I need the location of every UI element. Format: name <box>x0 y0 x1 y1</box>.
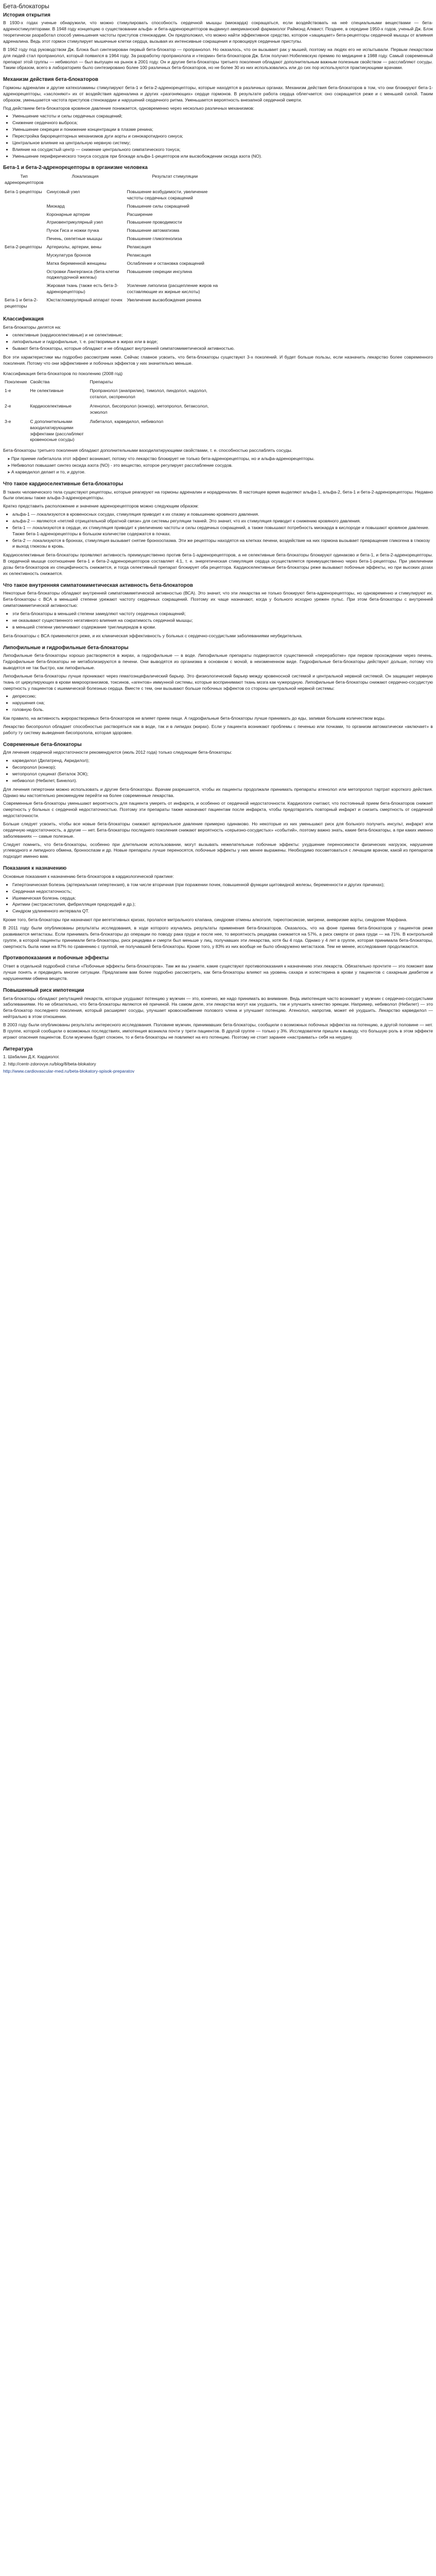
table-cell: Артериолы, артерии, вены <box>46 244 101 249</box>
table-cell: Кардиоселективные <box>30 403 72 409</box>
table-row <box>3 202 224 211</box>
table-cell: Лабеталол, карведилол, небиволол <box>90 418 164 424</box>
table-cell <box>3 282 45 296</box>
list-item: • бета-1 — локализуются в сердце, их стимуляция приводит к увеличению частоты и силы сердечных сокращений, а также повышают потребность миокарда в кислороде и повышают кровяное давление. Также бета-1-адренорецепторы в большом количестве содержатся в почках. <box>12 525 433 537</box>
table-cell: Бета-1 и бета-2-рецепторы <box>5 297 38 309</box>
list-item: ➤ А карведилол делает и то, и другое. <box>7 469 433 476</box>
table-cell: Повышение возбудимости, увеличение частоты сердечных сокращений <box>127 189 208 200</box>
section-cardioselective-heading: Что такое кардиоселективные бета-блокаторы <box>3 481 124 487</box>
vasodilator-list <box>3 456 433 476</box>
table-row <box>3 243 224 251</box>
paragraph: Следует помнить, что бета-блокаторы, особенно при длительном использовании, могут вызывать нежелательные побочные эффекты: ухудшение переносимости физических нагрузок, нарушение углеводного и липидного обмена, бронхоспазм и др. Новые препараты лучше переносятся, побочные эффекты у них менее выражены. Необходимо посоветоваться с лечащим врачом, какой из препаратов подходит именно вам. <box>3 841 433 859</box>
list-item: • альфа-1 — локализуются в кровеносных сосудах, стимуляция приводит к их спазму и повышению кровяного давления. <box>12 512 433 518</box>
table-cell: Повышение силы сокращений <box>127 203 189 209</box>
table-cell <box>3 227 45 235</box>
table-cell: Бета-1-рецепторы <box>5 189 42 194</box>
paragraph: Все эти характеристики мы подробно рассмотрим ниже. Сейчас главное усвоить, что бета-блокаторы существуют 3-х поколений. И будет больше пользы, если назначить лекарство более современного поколения. Потому что они эффективнее и побочных эффектов у них значительно меньше. <box>3 354 433 366</box>
table-cell <box>3 218 45 227</box>
list-item: • Уменьшение частоты и силы сердечных сокращений; <box>12 113 433 120</box>
paragraph: Под действием бета-блокаторов кровяное давление понижается, одновременно через несколько различных механизмов: <box>3 105 254 111</box>
list-item: • метопролол сукцинат (Беталок ЗОК); <box>12 771 433 777</box>
table-cell <box>3 202 45 211</box>
table-row <box>3 386 224 402</box>
paragraph: Лекарство бисопролол обладает способностью растворяться как в воде, так и в липидах (жирах). Если у пациента возникают проблемы с печенью или почками, то организм автоматически «включает» в работу ту систему выведения бисопролола, которая здоровее. <box>3 723 433 735</box>
section-isa-heading: Что такое внутренняя симпатомиметическая активность бета-блокаторов <box>3 582 193 588</box>
generations-table <box>3 379 224 445</box>
section-lipophilic-heading: Липофильные и гидрофильные бета-блокаторы <box>3 645 129 651</box>
list-item: • альфа-2 — являются «петлей отрицательной обратной связи» для системы регуляции тканей. Это значит, что их стимуляция приводит к снижению кровяного давления. <box>12 518 433 524</box>
page-title: Бета-блокаторы <box>3 3 49 10</box>
table-cell: Ослабление и остановка сокращений <box>127 260 204 266</box>
section-literature-heading: Литература <box>3 1046 33 1052</box>
table-cell: Увеличение высвобождения ренина <box>127 297 201 303</box>
paragraph: Для лечения гипертонии можно использовать и другие бета-блокаторы. Врачам разрешается, чтобы их пациенты продолжали принимать препараты атенолол или метопролол тартрат короткого действия. Однако мы настоятельно рекомендуем перейти на более современные лекарства. <box>3 786 433 798</box>
section-receptors-heading: Бета-1 и бета-2-адренорецепторы в организме человека <box>3 165 148 171</box>
table-cell: Синусовый узел <box>46 189 80 194</box>
section-contraindications-heading: Противопоказания и побочные эффекты <box>3 955 109 961</box>
table-cell: Мускулатура бронхов <box>46 252 91 258</box>
paragraph: Некоторые бета-блокаторы обладают внутренней симпатомиметической активностью (ВСА). Это значит, что эти лекарства не только блокируют бета-адренорецепторы, но одновременно и стимулируют их. Бета-блокаторы с ВСА в меньшей степени урежают частоту сердечных сокращений. Поэтому их чаще назначают, когда у больного исходно урежен пульс. При этом бета-блокаторы с внутренней симпатомиметической активностью: <box>3 590 433 608</box>
section-history-heading: История открытия <box>3 12 50 18</box>
list-item: ➤ При приеме лабеталола этот эффект возникает, потому что лекарство блокирует не только бета-адренорецепторы, но и альфа-адренорецепторы. <box>7 456 433 462</box>
table-cell: Бета-2-рецепторы <box>5 244 42 249</box>
column-header: Препараты <box>90 379 113 384</box>
list-item: • Перестройка барорецепторных механизмов дуги аорты и синокаротидного синуса; <box>12 133 433 140</box>
table-cell: Печень, скелетные мышцы <box>46 236 102 242</box>
table-cell <box>3 211 45 219</box>
table-row <box>3 268 224 282</box>
paragraph: Современные бета-блокаторы уменьшают вероятность для пациента умереть от инфаркта, и особенно от сердечной недостаточности. Кардиологи считают, что постоянный прием бета-блокаторов снижает смертность у больных с сердечной недостаточностью. Поэтому эти препараты также назначают пациентам после инфаркта, чтобы предотвратить повторный инфаркт и снизить смертность от сердечной недостаточности. <box>3 801 433 819</box>
table-cell: 1-е <box>5 388 11 394</box>
classification-list <box>3 332 433 352</box>
section-mechanism-heading: Механизм действия бета-блокаторов <box>3 77 98 83</box>
table-cell: Атриовентрикулярный узел <box>46 219 103 225</box>
table-row <box>3 227 224 235</box>
paragraph: Бета-блокаторы обладают репутацией лекарств, которые ухудшают потенцию у мужчин — это, конечно, же надо принимать во внимание. Ведь импотенция часто возникает у мужчин с сердечно-сосудистыми заболеваниями. Но не обязательно, что бета-блокаторы являются её причиной. На самом деле, эти лекарства могут как ухудшить, так и улучшить качество эрекции. Например, небиволол (Небилет) — это бета-блокатор последнего поколения, который расширяет сосуды, улучшает кровоснабжение полового члена и улучшает потенцию. Атенолол, напротив, может её ухудшить. Лекарство карведилол — нейтрально в этом отношении. <box>3 995 433 1020</box>
list-item: • бывают бета-блокаторы, которые обладают и не обладают внутренней симпатомиметической активностью. <box>12 346 433 352</box>
table-row <box>3 282 224 296</box>
table-cell: Миокард <box>46 203 65 209</box>
isa-list <box>3 611 433 631</box>
paragraph: Липофильные бета-блокаторы хорошо растворяются в жирах, а гидрофильные — в воде. Липофильные препараты подвергаются существенной «переработке» при первом прохождении через печень. Гидрофильные бета-блокаторы не метаболизируются в печени. Они выводятся из организма в основном с мочой, в неизмененном виде. Гидрофильные бета-блокаторы действуют дольше, потому что выводятся не так быстро, как липофильные. <box>3 653 433 671</box>
table-cell: Повышение проводимости <box>127 219 182 225</box>
list-item: • Гипертоническая болезнь (артериальная гипертензия), в том числе вторичная (при поражении почек, повышенной функции щитовидной железы, беременности и других причинах); <box>12 882 433 888</box>
list-item: • эти бета-блокаторы в меньшей степени замедляют частоту сердечных сокращений; <box>12 611 433 617</box>
table-cell: Релаксация <box>127 244 151 249</box>
table-cell: Расширение <box>127 211 153 217</box>
table-cell: Релаксация <box>127 252 151 258</box>
table-cell: Жировая ткань (также есть бета-3-адренорецепторы) <box>46 283 118 295</box>
list-item: • Синдром удлиненного интервала QT. <box>12 908 433 914</box>
article <box>0 0 436 1081</box>
table-row <box>3 402 224 417</box>
modern-drugs-list <box>3 758 433 784</box>
paragraph: В 2011 году были опубликованы результаты исследования, в ходе которого изучались результаты применения бета-блокаторов. Оказалось, что на фоне приема бета-блокаторов у пациентов реже развиваются метастазы. Если принимать бета-блокаторы до операции по поводу рака груди и после нее, то вероятность рецидива снижается на 57%, а риск смерти от рака груди — на 71%. В контрольной группе, в которой пациенты принимали бета-блокаторы, риск рецидива и смерти был меньше у лиц, получавших эти лекарства, хотя бы 4 года. Однако у 4 лет в группе, которая принимала бета-блокаторы, смертность была ниже на 87% по сравнению с группой, не получавшей бета-блокаторы. Кроме того, у 83% из них вообще не было обнаружено метастазов. Тем не менее, исследования продолжаются. <box>3 925 433 949</box>
section-modern-heading: Современные бета-блокаторы <box>3 741 82 748</box>
source-link[interactable]: http://www.cardiovascular-med.ru/beta-blokatory-spisok-preparatov <box>3 1069 135 1074</box>
table-cell <box>3 260 45 268</box>
table-cell: С дополнительными вазодилатирующими эффектами (расслабляют кровеносные сосуды) <box>30 418 84 443</box>
table-cell: Не селективные <box>30 388 64 394</box>
table-row <box>3 235 224 243</box>
list-item: • Снижение сердечного выброса; <box>12 120 433 126</box>
list-item: ➤ Небиволол повышает синтез оксида азота (NO) - это вещество, которое регулирует расслабление сосудов. <box>7 463 433 469</box>
table-cell: Островки Лангерганса (бета-клетки поджелудочной железы) <box>46 268 119 280</box>
paragraph: В тканях человеческого тела существуют рецепторы, которые реагируют на гормоны адреналин и норадреналин. В настоящее время выделяют альфа-1, альфа-2, бета-1 и бета-2-адренорецепторы. Недавно были описаны также альфа-3-адренорецепторы. <box>3 489 433 501</box>
table-cell: Повышение гликогенолиза <box>127 236 182 242</box>
list-item: • Аритмии (экстрасистолия, фибрилляция предсердий и др.); <box>12 902 433 908</box>
list-item: • Центральное влияние на центральную нервную систему; <box>12 140 433 146</box>
table-caption: Классификация бета-блокаторов по поколению (2008 год) <box>3 370 123 376</box>
list-item: • карведилол (Дилатренд, Акридилол); <box>12 758 433 764</box>
table-cell: 2-е <box>5 403 11 409</box>
list-item: • депрессию; <box>12 693 433 700</box>
column-header: Свойства <box>30 379 50 384</box>
mechanism-list <box>3 113 433 159</box>
table-header-row <box>3 173 224 188</box>
list-item: • бета-2 — локализуются в бронхах, стимуляция вызывает снятие бронхоспазма. Эти же рецепторы находятся на клетках печени, воздействие на них гормона вызывает превращение гликогена в глюкозу и выход глюкозы в кровь. <box>12 538 433 550</box>
literature-item: 2. http://centr-zdorovye.ru/blog/8/beta-blokatory <box>3 1061 96 1067</box>
paragraph: Основные показания к назначению бета-блокаторов в кардиологической практике: <box>3 873 174 879</box>
paragraph: В 2003 году были опубликованы результаты интересного исследования. Половине мужчин, принимавших бета-блокаторы, сообщили о возможных побочных эффектах на потенцию, а другой половине — нет. В группе, которой сообщили о возможных последствиях, импотенция возникла почти у трети пациентов. В другой группе — только у 3%. Исследователи пришли к выводу, что большую роль в этом эффекте играют опасения пациентов. Если мужчина будет спокоен, то и бета-блокаторы не повлияют на его потенцию. Поэтому не стоит заранее «настраивать» себя на неудачу. <box>3 1022 433 1040</box>
paragraph: В 1930-х годах ученые обнаружили, что можно стимулировать способность сердечной мышцы (миокарда) сокращаться, если воздействовать на неё специальными веществами — бета-адреностимуляторами. В 1948 году концепцию о существовании альфа- и бета-адренорецепторов выдвинул американский фармаколог Раймонд Алквист. Позднее, в середине 1950-х годов, ученый Дж. Блэк теоретически разработал способ уменьшения частоты приступов стенокардии. Он предположил, что можно найти эффективное средство, которое «защищает» бета-рецепторы сердечной мышцы от влияния адреналина. Ведь этот гормон стимулирует мышечные клетки сердца, вызывая их интенсивные сокращения и провоцируя сердечные приступы. <box>3 20 433 44</box>
list-item: • бисопролол (конкор); <box>12 765 433 771</box>
section-indications-heading: Показания к назначению <box>3 866 67 872</box>
list-item: • небиволол (Небилет, Бинелол). <box>12 778 433 784</box>
table-cell <box>3 235 45 243</box>
section-classification-heading: Классификация <box>3 316 44 322</box>
list-item: • в меньшей степени увеличивают содержание триглицеридов в крови. <box>12 624 433 631</box>
table-row <box>3 211 224 219</box>
table-cell: Повышение автоматизма <box>127 228 180 233</box>
table-row <box>3 260 224 268</box>
table-row <box>3 218 224 227</box>
table-cell: 3-е <box>5 418 11 424</box>
table-row <box>3 188 224 202</box>
paragraph: Кроме того, бета-блокаторы при назначают при вегетативных кризах, пролапсе митрального клапана, синдроме отмены алкоголя, тиреотоксикозе, мигрени, аневризме аорты, синдроме Марфана. <box>3 917 408 923</box>
column-header: Результат стимуляции <box>152 174 198 179</box>
paragraph: Кардиоселективные бета-блокаторы проявляют активность преимущественно против бета-1-адренорецепторов, а не селективные бета-блокаторы блокируют одинаково и бета-1, и бета-2-адренорецепторы. В сердечной мышце соотношение бета-1 и бета-2-адренорецепторов составляет 4:1, т. е. энергетическая стимуляция сердца осуществляется преимущественно через бета-1-рецепторы. При увеличении дозы бета-блокаторов их специфичность снижается, и тогда селективный препарат блокирует оба рецептора. Кардиоселективные бета-блокаторы реже вызывают побочные эффекты, но при высоких дозах их селективность снижается. <box>3 552 433 576</box>
paragraph: Больше следует усвоить, чтобы все новые бета-блокаторы снижают артериальное давление примерно одинаково. Но некоторые из них уменьшают риск для больного получить инсульт, инфаркт или сердечную недостаточность, а другие — нет. Бета-блокаторы последнего поколения снижают вероятность «серьезно-сосудистых» «событий», поэтому важно знать, какие бета-блокаторы, а при каких именно заболеваниях — самые полезные. <box>3 821 433 839</box>
paragraph: Для лечения сердечной недостаточности рекомендуются (июль 2012 года) только следующие бета-блокаторы: <box>3 750 232 755</box>
list-item: • Уменьшение секреции и понижение концентрации в плазме ренина; <box>12 127 433 133</box>
column-header: Поколение <box>5 379 27 384</box>
table-cell: Усиление липолиза (расщепление жиров на составляющие их жирные кислоты) <box>127 283 218 295</box>
table-cell: Коронарные артерии <box>46 211 90 217</box>
table-row <box>3 251 224 260</box>
list-item: • нарушения сна; <box>12 700 433 706</box>
table-row <box>3 417 224 445</box>
table-cell <box>3 251 45 260</box>
table-header-row <box>3 379 224 387</box>
list-item: • селективные (кардиоселективные) и не селективные; <box>12 332 433 338</box>
table-row <box>3 296 224 311</box>
column-header: Локализация <box>72 174 99 179</box>
column-header: Тип адренорецепторов <box>5 174 44 185</box>
receptor-types-list <box>3 512 433 550</box>
paragraph: Ответ в отдельной подробной статье «Побочные эффекты бета-блокаторов». Там же вы узнаете, какие существуют противопоказания к назначению этих лекарств. Обязательно прочтите — это поможет вам лучше понять и предвидеть многие ситуации. Предлагаем вам более подробно рассмотреть, как бета-блокаторы влияют на уровень сахара и холестерина в крови у пациентов с сахарным диабетом и нарушениями обмена веществ. <box>3 963 433 981</box>
paragraph: Бета-блокаторы делятся на: <box>3 324 61 330</box>
list-item: • липофильные и гидрофильные, т. е. растворимые в жирах или в воде; <box>12 339 433 345</box>
paragraph: Гормоны адреналин и другие катехоламины стимулируют бета-1 и бета-2-адренорецепторы, которые находятся в различных органах. Механизм действия бета-блокаторов в том, что они блокируют бета-1-адренорецепторы, «заслоняют» их от воздействия адреналина и других «разгоняющих» сердце гормонов. В результате работа сердца облегчается: оно сокращается реже и с меньшей силой. Таким образом, уменьшается частота приступов стенокардии и нарушений сердечного ритма. Уменьшается вероятность внезапной сердечной смерти. <box>3 85 433 103</box>
table-cell: Матка беременной женщины <box>46 260 107 266</box>
section-risk-heading: Повышенный риск импотенции <box>3 987 84 993</box>
paragraph: В 1962 году под руководством Дж. Блэка был синтезирован первый бета-блокатор — пропранолол. Но оказалось, что он вызывает рак у мышей, поэтому на людях его не испытывали. Первым лекарством для людей стал пропранолол, который появился в 1964 году. За разработку пропранолола и «теории» бета-блокаторов Дж. Блэк получил Нобелевскую премию по медицине в 1988 году. Самый современный препарат этой группы — небиволол — был выпущен на рынок в 2001 году. Он и другие бета-блокаторы третьего поколения обладают дополнительным важным полезным свойством — расслабляют сосуды. Таким образом, всего в лабораториях было синтезировано более 100 различных бета-блокаторов, но не более 30 из них использовались или до сих пор используются практикующими врачами. <box>3 46 433 71</box>
list-item: • Уменьшение периферического тонуса сосудов при блокаде альфа-1-рецепторов или высвобождении оксида азота (NO). <box>12 154 433 160</box>
paragraph: Липофильные бета-блокаторы лучше проникают через гематоэнцефалический барьер. Это физиологический барьер между кровеносной системой и центральной нервной системой. Он защищает нервную ткань от циркулирующих в крови микроорганизмов, токсинов, «агентов» иммунной системы, которые воспринимают ткань мозга как чужеродную. Липофильные бета-блокаторы снижают сердечно-сосудистую смертность у пациентов с ишемической болезнью сердца. Вместе с тем, они вызывают больше побочных эффектов со стороны центральной нервной системы: <box>3 673 433 691</box>
list-item: • Влияние на сосудистый центр — снижение центрального симпатического тонуса; <box>12 147 433 153</box>
table-cell <box>3 268 45 282</box>
table-cell: Атенолол, бисопролол (конкор), метопролол, бетаксолол, эсмолол <box>90 403 209 415</box>
table-cell: Повышение секреции инсулина <box>127 268 193 274</box>
table-cell: Пропранолол (анаприлин), тимолол, пиндолол, надолол, соталол, окспренолол <box>90 388 207 400</box>
receptors-table <box>3 173 224 310</box>
indications-list <box>3 882 433 914</box>
literature-item: 1. Шабалин Д.К. Кардиолог. <box>3 1054 60 1060</box>
list-item: • Ишемическая болезнь сердца; <box>12 895 433 902</box>
paragraph: Кратко представить расположение и значение адренорецепторов можно следующим образом: <box>3 503 199 509</box>
list-item: • Сердечная недостаточность; <box>12 889 433 895</box>
list-item: • не оказывают существенного негативного влияния на сократимость сердечной мышцы; <box>12 618 433 624</box>
paragraph: Бета-блокаторы с ВСА применяются реже, и их клиническая эффективность у больных с сердечно-сосудистыми заболеваниями неубедительна. <box>3 633 303 638</box>
side-effects-list <box>3 693 433 713</box>
paragraph: Бета-блокаторы третьего поколения обладают дополнительными вазодилатирующими свойствами, т. е. способностью расслаблять сосуды. <box>3 448 292 453</box>
table-cell: Юкстагломерулярный аппарат почек <box>46 297 123 303</box>
table-cell: Пучок Гиса и ножки пучка <box>46 228 99 233</box>
paragraph: Как правило, на активность жирорастворимых бета-блокаторов не влияет прием пищи. А гидрофильные бета-блокаторы лучше принимать до еды, запивая большим количеством воды. <box>3 716 386 721</box>
list-item: • головную боль. <box>12 707 433 713</box>
